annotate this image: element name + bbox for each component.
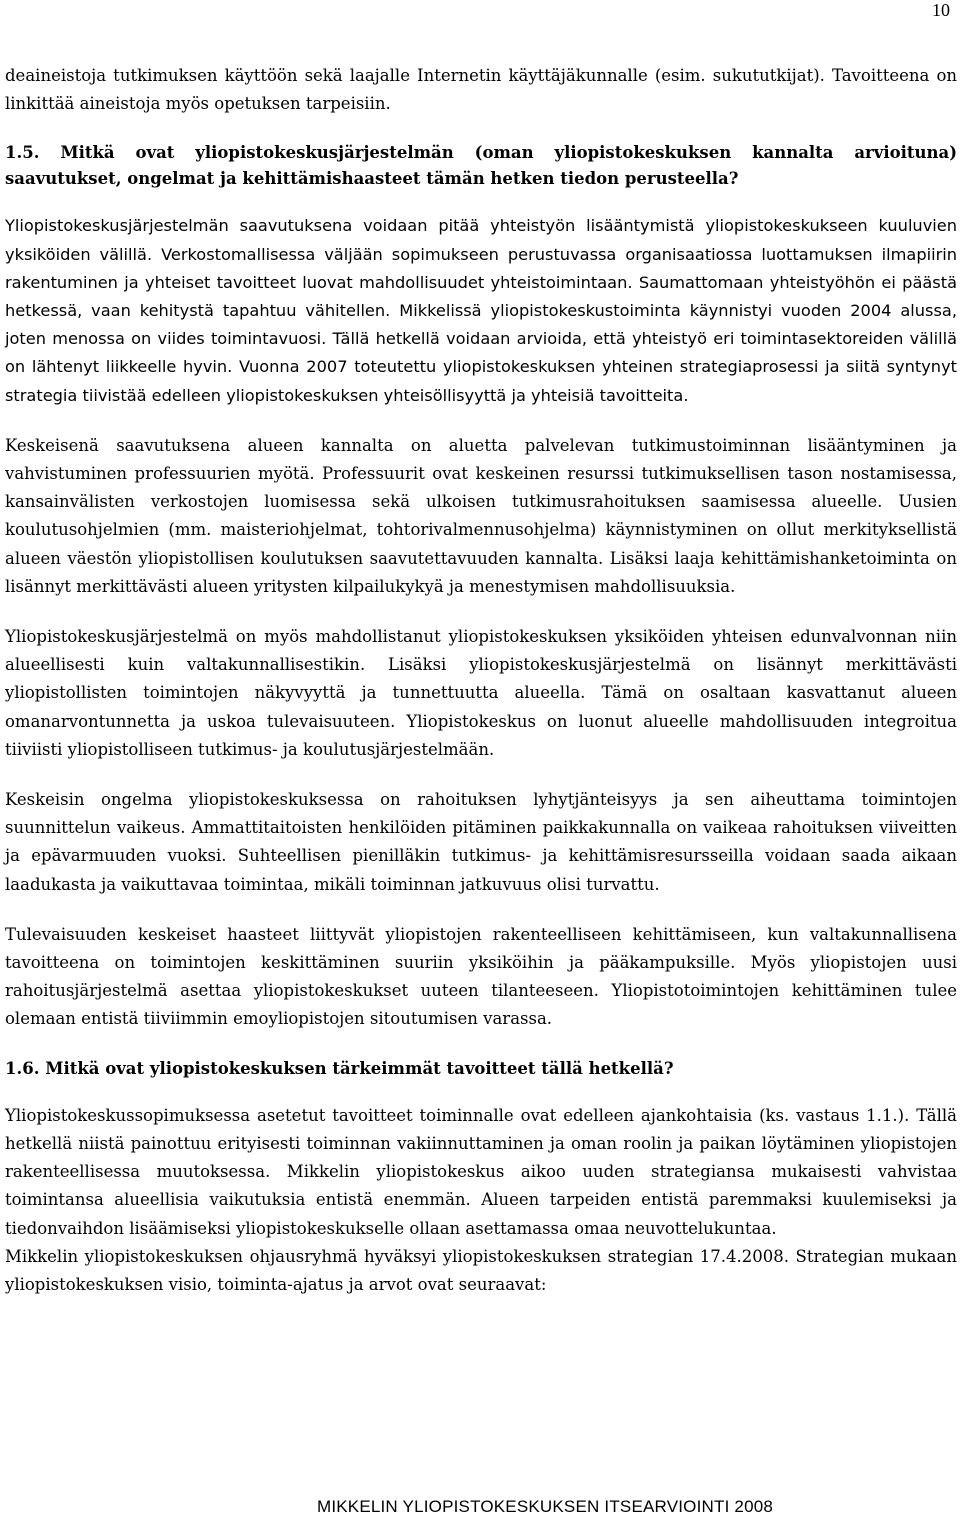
intro-paragraph: deaineistoja tutkimuksen käyttöön sekä laajalle Internetin käyttäjäkunnalle (esim. sukututkijat). Tavoitteena on linkittää aineistoja myös opetuksen tarpeisiin.: [5, 66, 957, 114]
paragraph-strategy: Mikkelin yliopistokeskuksen ohjausryhmä hyväksyi yliopistokeskuksen strategian 17.4.2008. Strategian mukaan yliopistokeskuksen visio, toiminta-ajatus ja arvot ovat seuraavat:: [5, 1246, 957, 1294]
paragraph-achievements: Yliopistokeskusjärjestelmän saavutuksena voidaan pitää yhteistyön lisääntymistä yliopistokeskukseen kuuluvien yksiköiden välillä. Verkostomallisessa väljään sopimukseen perustuvassa organisaatiossa luottamuksen ilmapiirin rakentuminen ja yhteiset tavoitteet luovat mahdollisuudet yhteistoimintaan. Saumattomaan yhteistyöhön ei päästä hetkessä, vaan kehitystä tapahtuu vähitellen. Mikkelissä yliopistokeskustoiminta käynnistyi vuoden 2004 alussa, joten menossa on viides toimintavuosi. Tällä hetkellä voidaan arvioida, että yhteistyö eri toimintasektoreiden välillä on lähtenyt liikkeelle hyvin. Vuonna 2007 toteutettu yliopistokeskuksen yhteinen strategiaprosessi ja siitä syntynyt strategia tiivistää edelleen yliopistokeskuksen yhteisöllisyyttä ja yhteisiä tavoitteita.: [5, 216, 957, 405]
section-heading-1-5: 1.5. Mitkä ovat yliopistokeskusjärjestelmän (oman yliopistokeskuksen kannalta arvioituna) saavutukset, ongelmat ja kehittämishaasteet tämän hetken tiedon perusteella?: [5, 143, 957, 189]
section-heading-1-6: 1.6. Mitkä ovat yliopistokeskuksen tärkeimmät tavoitteet tällä hetkellä?: [5, 1058, 674, 1078]
paragraph-key-achievement: Keskeisenä saavutuksena alueen kannalta on aluetta palvelevan tutkimustoiminnan lisääntyminen ja vahvistuminen professuurien myötä. Professuurit ovat keskeinen resurssi tutkimuksellisen tason nostamisessa, kansainvälisten verkostojen luomisessa sekä ulkoisen tutkimusrahoituksen saamisessa alueelle. Uusien koulutusohjelmien (mm. maisteriohjelmat, tohtorivalmennusohjelma) käynnistyminen on ollut merkityksellistä alueen väestön yliopistollisen koulutuksen saavutettavuuden kannalta. Lisäksi laaja kehittämishanketoiminta on lisännyt merkittävästi alueen yritysten kilpailukykyä ja menestymisen mahdollisuuksia.: [5, 435, 957, 596]
page-footer: MIKKELIN YLIOPISTOKESKUKSEN ITSEARVIOINTI 2008: [316, 1497, 774, 1516]
document-body: [5, 62, 957, 1299]
page-number: 10: [932, 0, 950, 20]
paragraph-challenges: Tulevaisuuden keskeiset haasteet liittyvät yliopistojen rakenteelliseen kehittämiseen, kun valtakunnallisena tavoitteena on toimintojen keskittäminen suuriin yksiköihin ja pääkampuksille. Myös yliopistojen uusi rahoitusjärjestelmä asettaa yliopistokeskukset uuteen tilanteeseen. Yliopistotoimintojen kehittäminen tulee olemaan entistä tiiviimmin emoyliopistojen sitoutumisen varassa.: [5, 924, 957, 1029]
paragraph-advocacy: Yliopistokeskusjärjestelmä on myös mahdollistanut yliopistokeskuksen yksiköiden yhteisen edunvalvonnan niin alueellisesti kuin valtakunnallisestikin. Lisäksi yliopistokeskusjärjestelmä on lisännyt merkittävästi yliopistollisten toimintojen näkyvyyttä ja tunnettuutta alueella. Tämä on osaltaan kasvattanut alueen omanarvontunnetta ja uskoa tulevaisuuteen. Yliopistokeskus on luonut alueelle mahdollisuuden integroitua tiiviisti yliopistolliseen tutkimus- ja koulutusjärjestelmään.: [5, 627, 957, 759]
paragraph-goals: Yliopistokeskussopimuksessa asetetut tavoitteet toiminnalle ovat edelleen ajankohtaisia (ks. vastaus 1.1.). Tällä hetkellä niistä painottuu erityisesti toiminnan vakiinnuttaminen ja oman roolin ja paikan löytäminen yliopistojen rakenteellisessa muutoksessa. Mikkelin yliopistokeskus aikoo uuden strategiansa mukaisesti vahvistaa toimintansa alueellisia vaikutuksia entistä enemmän. Alueen tarpeiden entistä paremmaksi kuulemiseksi ja tiedonvaihdon lisäämiseksi yliopistokeskukselle ollaan asettamassa omaa neuvottelukuntaa.: [5, 1105, 957, 1238]
paragraph-problems: Keskeisin ongelma yliopistokeskuksessa on rahoituksen lyhytjänteisyys ja sen aiheuttama toimintojen suunnittelun vaikeus. Ammattitaitoisten henkilöiden pitäminen paikkakunnalla on vaikeaa rahoituksen viiveitten ja epävarmuuden vuoksi. Suhteellisen pienilläkin tutkimus- ja kehittämisresursseilla voidaan saada aikaan laadukasta ja vaikuttavaa toimintaa, mikäli toiminnan jatkuvuus olisi turvattu.: [5, 790, 957, 894]
